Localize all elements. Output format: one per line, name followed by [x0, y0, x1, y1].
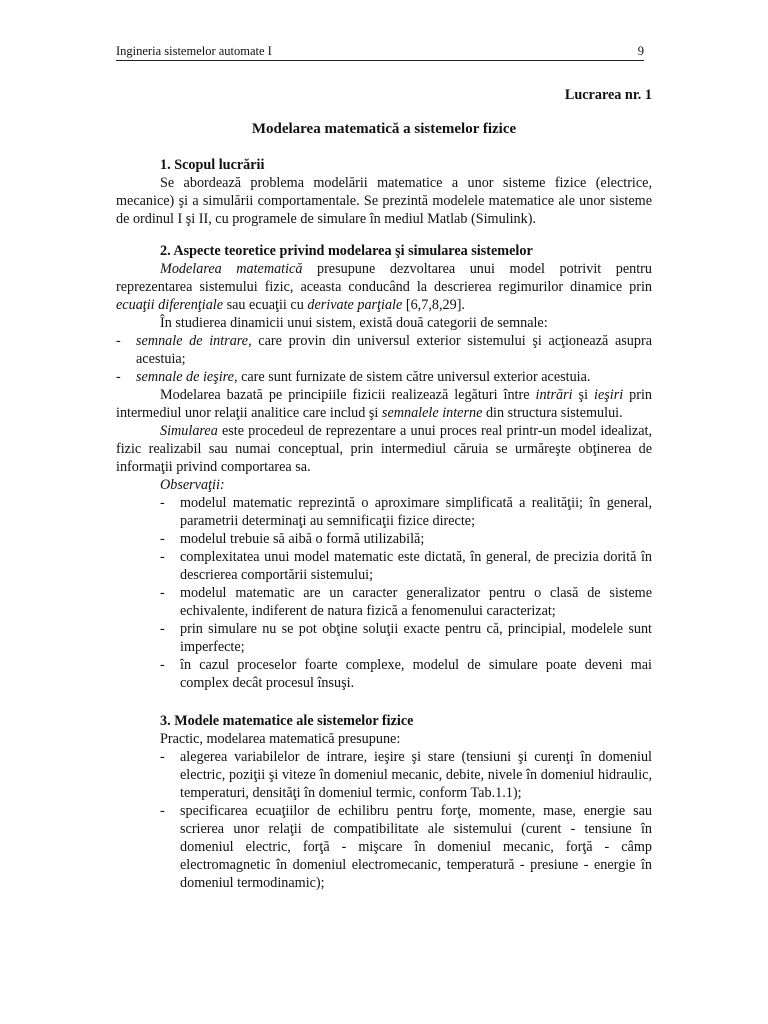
modeling-steps-list — [116, 748, 652, 892]
section-3-heading: 3. Modele matematice ale sistemelor fizice — [160, 713, 414, 729]
list-item: - specificarea ecuaţiilor de echilibru pentru forţe, momente, mase, energie sau scrierea unor relaţii de compatibilitate ale sistemului (curent - tensiune în domeniul electric, forţă - mişcare în domeniul mecanic, forţă - câmp electromagnetic în domeniul electromecanic, temperatură - presiune - energie în domeniul termodinamic); — [116, 802, 652, 892]
section-2-paragraph-2: În studierea dinamicii unui sistem, există două categorii de semnale: — [160, 315, 548, 331]
observations-list — [116, 494, 652, 692]
section-1-paragraph: Se abordează problema modelării matematice a unor sisteme fizice (electrice, mecanice) şi a simulării comportamentale. Se prezintă modelele matematice ale unor sisteme de ordinul I şi II, cu programele de simulare în mediul Matlab (Simulink). — [116, 175, 652, 227]
header-title: Ingineria sistemelor automate I — [116, 44, 272, 58]
document-title: Modelarea matematică a sistemelor fizice — [251, 121, 517, 137]
list-item: - modelul matematic reprezintă o aproximare simplificată a realităţii; în general, parametrii determinaţi au semnificaţii fizice directe; — [116, 494, 652, 530]
section-2-paragraph-3: Modelarea bazată pe principiile fizicii realizează legături între intrări şi ieşiri prin intermediul unor relaţii analitice care includ şi semnalele interne din structura sistemului. — [116, 387, 653, 421]
list-item: - prin simulare nu se pot obţine soluţii exacte pentru că, principial, modelele sunt imperfecte; — [116, 620, 652, 656]
section-2-paragraph-1: Modelarea matematică presupune dezvoltarea unui model potrivit pentru reprezentarea sistemului fizic, aceasta conducând la descrierea regimurilor dinamice prin ecuaţii diferenţiale sau ecuaţii cu derivate parţiale [6,7,8,29]. — [116, 261, 652, 313]
section-1-heading: 1. Scopul lucrării — [160, 157, 265, 173]
list-item: - complexitatea unui model matematic este dictată, în general, de precizia dorită în descrierea comportării sistemului; — [116, 548, 652, 584]
list-item: - în cazul proceselor foarte complexe, modelul de simulare poate deveni mai complex decât procesul însuşi. — [116, 656, 652, 692]
page-number: 9 — [637, 44, 644, 58]
list-item: - semnale de ieşire, care sunt furnizate de sistem către universul exterior acestuia. — [116, 368, 652, 386]
observations-label: Observaţii: — [160, 477, 225, 493]
list-item: - modelul trebuie să aibă o formă utilizabilă; — [116, 530, 652, 548]
section-2-paragraph-4: Simularea este procedeul de reprezentare a unui proces real printr-un model idealizat, fizic realizabil sau numai conceptual, prin intermediul căruia se urmăreşte obţinerea de informaţii privind comportarea sa. — [116, 423, 652, 475]
running-header — [116, 44, 644, 61]
lab-number: Lucrarea nr. 1 — [564, 87, 652, 103]
list-item: - modelul matematic are un caracter generalizator pentru o clasă de sisteme echivalente, indiferent de natura fizică a fenomenului caracterizat; — [116, 584, 652, 620]
section-2-heading: 2. Aspecte teoretice privind modelarea şi simularea sistemelor — [160, 243, 533, 259]
document-body — [116, 86, 652, 892]
list-item: - alegerea variabilelor de intrare, ieşire şi stare (tensiuni şi curenţi în domeniul electric, poziţii şi viteze în domeniul mecanic, debite, nivele în domeniul hidraulic, temperaturi, densităţi în domeniul termic, conform Tab.1.1); — [116, 748, 652, 802]
signal-list — [116, 332, 652, 386]
list-item: - semnale de intrare, care provin din universul exterior sistemului şi acţionează asupra acestuia; — [116, 332, 652, 368]
section-3-intro: Practic, modelarea matematică presupune: — [160, 731, 401, 747]
